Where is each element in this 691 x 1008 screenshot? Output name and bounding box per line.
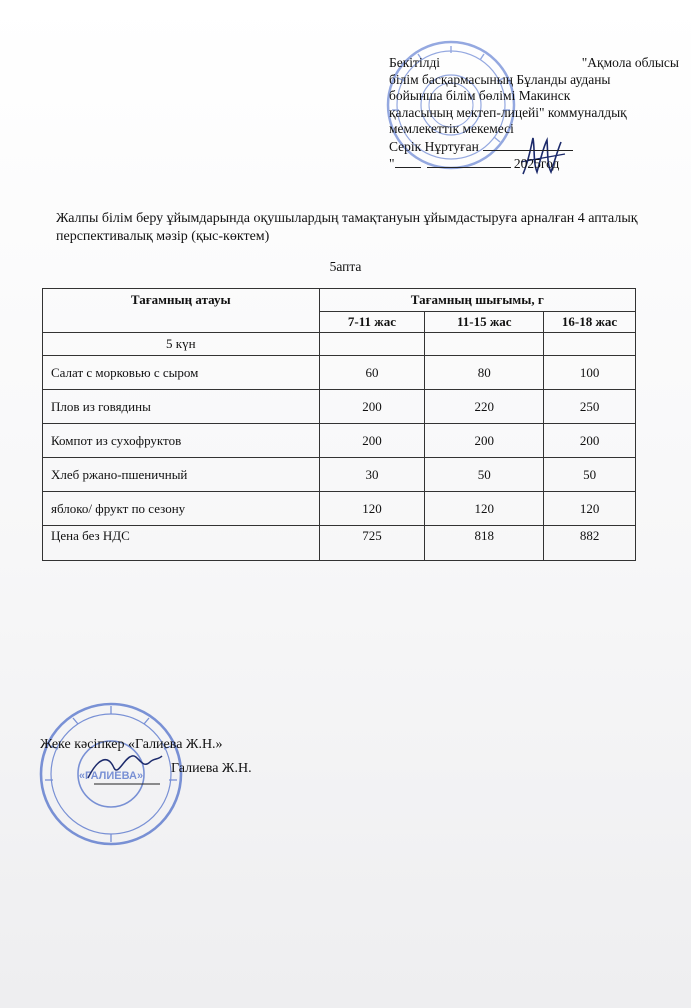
org-line-3: бойынша білім бөлімі Макинск xyxy=(389,88,571,103)
day-label: 5 күн xyxy=(43,333,320,356)
portion-value: 80 xyxy=(425,356,544,390)
price-label: Цена без НДС xyxy=(43,526,320,561)
age-group-header: 16-18 жас xyxy=(544,312,636,333)
price-row xyxy=(43,526,636,561)
portion-value: 200 xyxy=(319,390,425,424)
portion-value: 120 xyxy=(544,492,636,526)
col-name-header: Тағамның атауы xyxy=(43,289,320,333)
dish-name: яблоко/ фрукт по сезону xyxy=(43,492,320,526)
table-row xyxy=(43,390,636,424)
table-cell xyxy=(544,333,636,356)
org-line-2: білім басқармасының Бұланды ауданы xyxy=(389,71,611,87)
week-label: 5апта xyxy=(329,259,362,274)
price-value: 818 xyxy=(425,526,544,561)
age-group-header: 11-15 жас xyxy=(425,312,544,333)
approval-block xyxy=(389,55,679,173)
stamp-name-text: «ГАЛИЕВА» xyxy=(78,770,144,782)
dish-name: Плов из говядины xyxy=(43,390,320,424)
date-day-blank xyxy=(395,155,421,168)
price-value: 882 xyxy=(544,526,636,561)
table-row xyxy=(43,356,636,390)
date-line xyxy=(389,155,679,173)
portion-value: 50 xyxy=(425,458,544,492)
portion-value: 120 xyxy=(425,492,544,526)
dish-name: Компот из сухофруктов xyxy=(43,424,320,458)
date-year: 2025год xyxy=(513,156,560,171)
col-output-header: Тағамның шығымы, г xyxy=(319,289,635,312)
dish-name: Салат с морковью с сыром xyxy=(43,356,320,390)
table-cell xyxy=(319,333,425,356)
age-group-header: 7-11 жас xyxy=(319,312,425,333)
date-month-blank xyxy=(427,155,511,168)
footer-block xyxy=(40,733,252,781)
portion-value: 200 xyxy=(425,424,544,458)
entrepreneur-line: Жеке кәсіпкер «Галиева Ж.Н.» xyxy=(40,737,223,752)
org-line-5: мемлекеттік мекемесі xyxy=(389,121,514,136)
header-row xyxy=(43,289,636,312)
portion-value: 120 xyxy=(319,492,425,526)
signer-line xyxy=(389,138,679,156)
signature-blank xyxy=(483,138,573,151)
org-line-4: қаласының мектеп-лицейі" коммуналдық xyxy=(389,104,627,120)
table-row xyxy=(43,424,636,458)
portion-value: 50 xyxy=(544,458,636,492)
portion-value: 200 xyxy=(544,424,636,458)
entrepreneur-name: Галиева Ж.Н. xyxy=(171,761,252,776)
price-value: 725 xyxy=(319,526,425,561)
table-row xyxy=(43,458,636,492)
table-row xyxy=(43,492,636,526)
portion-value: 250 xyxy=(544,390,636,424)
portion-value: 100 xyxy=(544,356,636,390)
portion-value: 220 xyxy=(425,390,544,424)
approved-label: Бекітілді xyxy=(389,55,441,70)
org-line-1: "Ақмола облысы xyxy=(581,55,679,70)
dish-name: Хлеб ржано-пшеничный xyxy=(43,458,320,492)
table-cell xyxy=(425,333,544,356)
portion-value: 200 xyxy=(319,424,425,458)
day-row xyxy=(43,333,636,356)
portion-value: 30 xyxy=(319,458,425,492)
portion-value: 60 xyxy=(319,356,425,390)
document-title: Жалпы білім беру ұйымдарында оқушылардың тамақтануын ұйымдастыруға арналған 4 апталық перспективалық мәзір (қыс-көктем) xyxy=(56,211,638,244)
menu-table xyxy=(42,288,636,561)
date-quote: " xyxy=(389,156,395,171)
signer-name: Серік Нұртуған xyxy=(389,138,479,154)
